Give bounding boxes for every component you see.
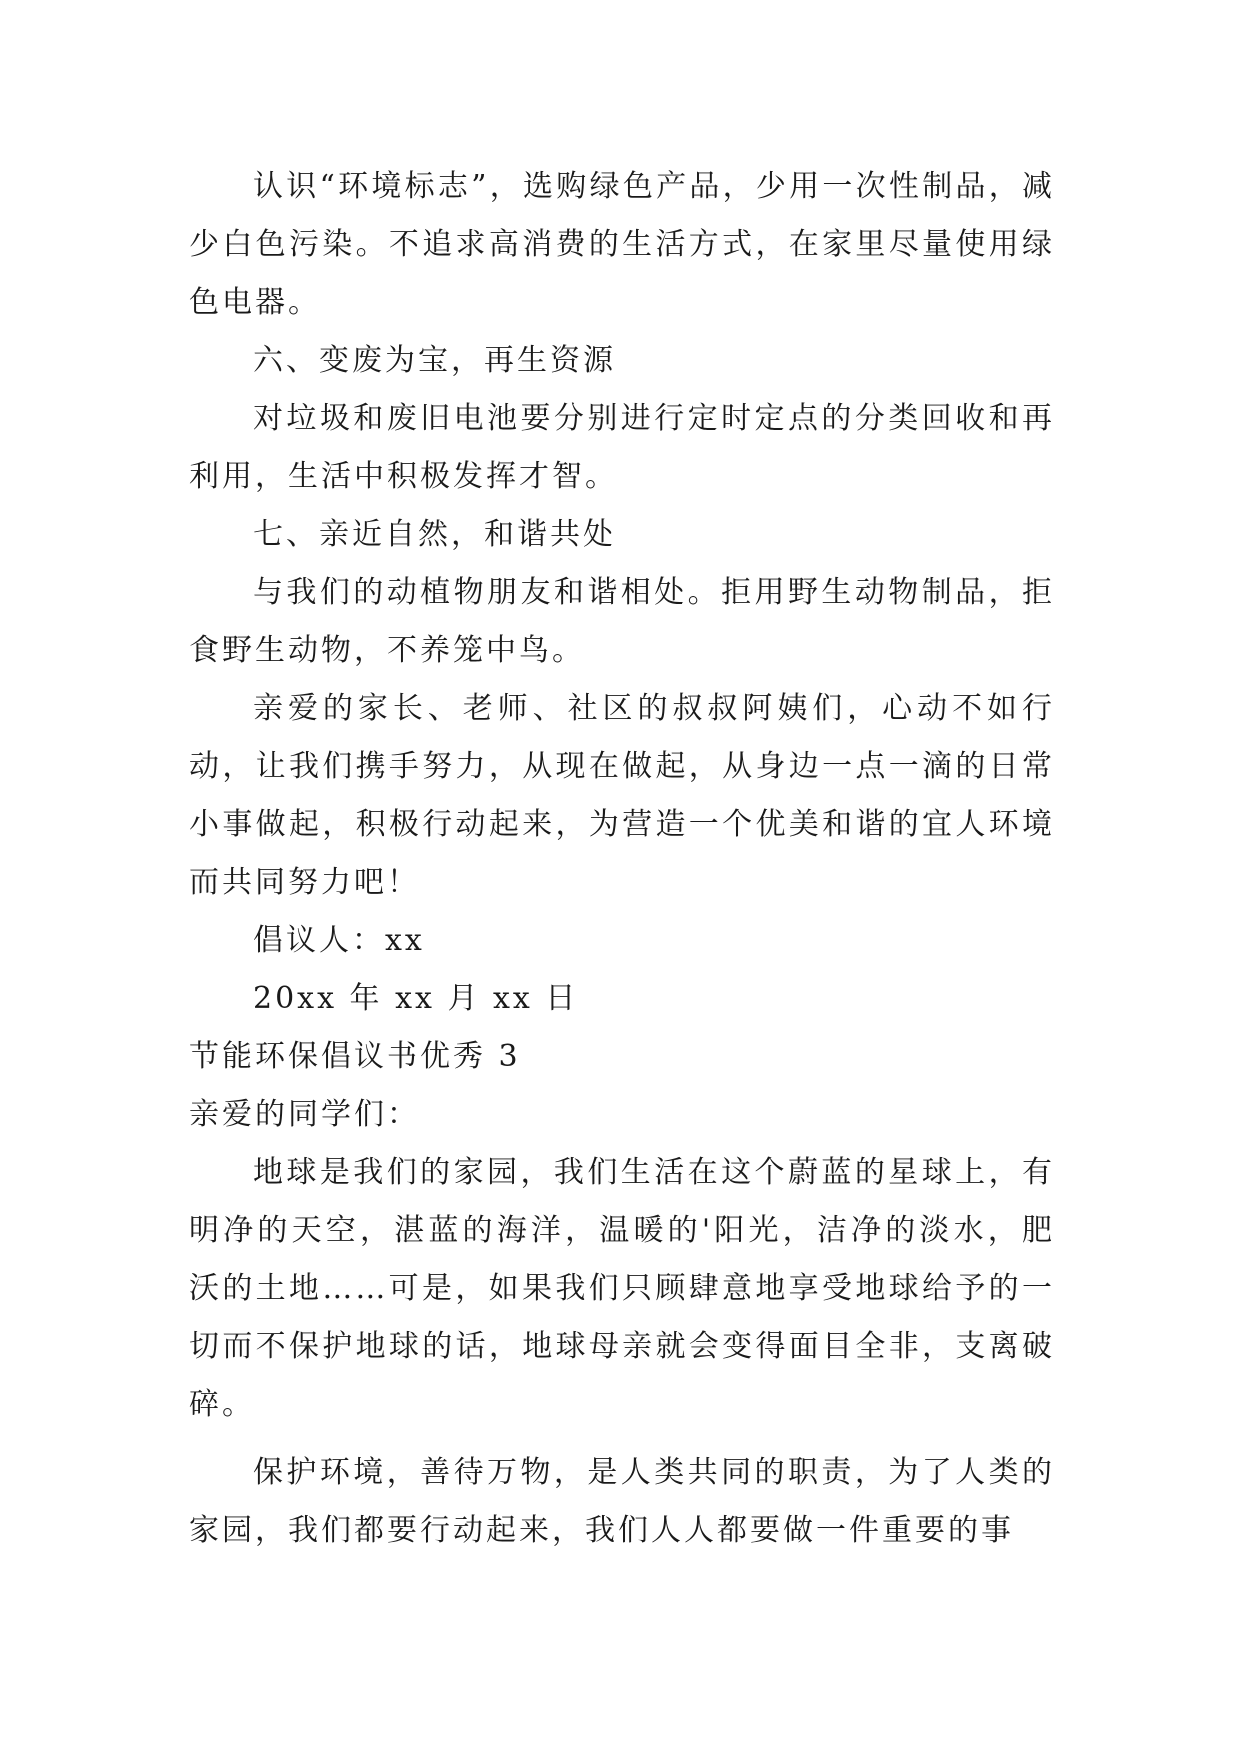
paragraph-call-to-action: 亲爱的家长、老师、社区的叔叔阿姨们，心动不如行动，让我们携手努力，从现在做起，从身边一点一滴的日常小事做起，积极行动起来，为营造一个优美和谐的宜人环境而共同努力吧！ [189,691,1055,900]
heading-section-seven: 七、亲近自然，和谐共处 [253,517,616,552]
section-title: 节能环保倡议书优秀 3 [189,1039,521,1074]
document-body [189,158,1055,1560]
paragraph-wildlife: 与我们的动植物朋友和谐相处。拒用野生动物制品，拒食野生动物，不养笼中鸟。 [189,575,1055,668]
paragraph-environment-labels: 认识“环境标志”，选购绿色产品，少用一次性制品，减少白色污染。不追求高消费的生活方式，在家里尽量使用绿色电器。 [189,169,1055,320]
paragraph-earth-home: 地球是我们的家园，我们生活在这个蔚蓝的星球上，有明净的天空，湛蓝的海洋，温暖的'阳光，洁净的淡水，肥沃的土地……可是，如果我们只顾肆意地享受地球给予的一切而不保护地球的话，地球母亲就会变得面目全非，支离破碎。 [189,1155,1055,1422]
signature-proposer: 倡议人：xx [253,923,425,958]
paragraph-recycling: 对垃圾和废旧电池要分别进行定时定点的分类回收和再利用，生活中积极发挥才智。 [189,401,1055,494]
signature-date: 20xx 年 xx 月 xx 日 [253,981,579,1016]
heading-section-six: 六、变废为宝，再生资源 [253,343,616,378]
salutation: 亲爱的同学们： [189,1097,420,1132]
paragraph-protect-environment: 保护环境，善待万物，是人类共同的职责，为了人类的家园，我们都要行动起来，我们人人都要做一件重要的事 [189,1455,1055,1548]
